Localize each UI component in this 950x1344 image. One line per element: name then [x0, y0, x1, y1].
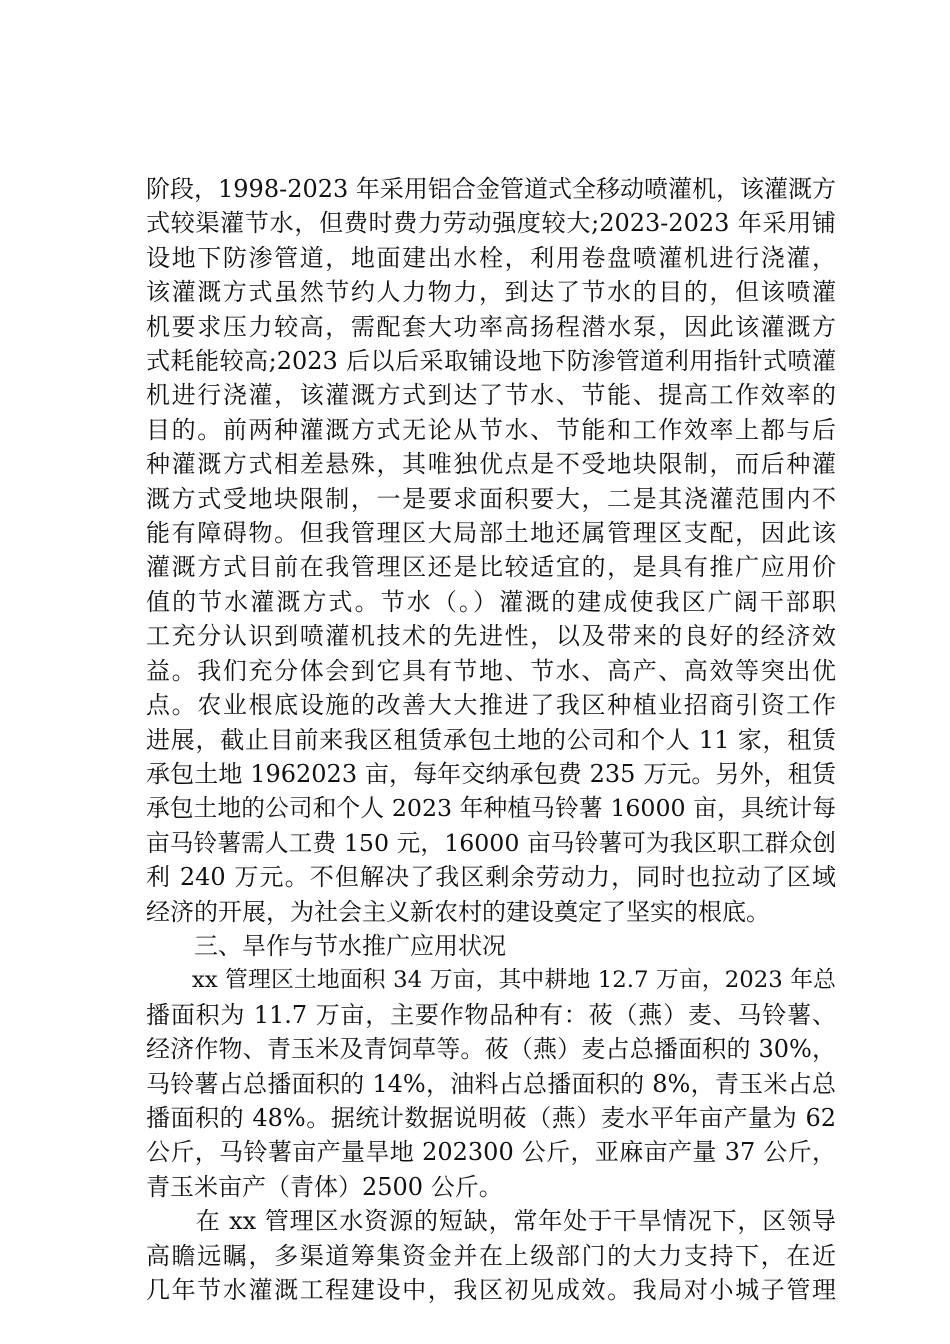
- text-line: 承包土地的公司和个人 2023 年种植马铃薯 16000 亩，具统计每: [146, 794, 836, 823]
- text-line: 点。农业根底设施的改善大大推进了我区种植业招商引资工作: [146, 691, 836, 720]
- text-line: 公斤，马铃薯亩产量旱地 202300 公斤，亚麻亩产量 37 公斤，: [146, 1138, 836, 1167]
- text-line: 值的节水灌溉方式。节水（。）灌溉的建成使我区广阔干部职: [146, 587, 836, 616]
- text-line: 机进行浇灌，该灌溉方式到达了节水、节能、提高工作效率的: [146, 381, 836, 410]
- text-line: 几年节水灌溉工程建设中，我区初见成效。我局对小城子管理: [146, 1276, 836, 1304]
- text-line: xx 管理区土地面积 34 万亩，其中耕地 12.7 万亩，2023 年总: [146, 967, 836, 994]
- text-line: 高瞻远瞩，多渠道筹集资金并在上级部门的大力支持下，在近: [146, 1241, 836, 1270]
- document-body: [146, 172, 836, 1307]
- section-heading: 三、旱作与节水推广应用状况: [146, 931, 506, 960]
- text-line: 式耗能较高;2023 后以后采取铺设地下防渗管道利用指针式喷灌: [146, 347, 836, 376]
- text-line: 青玉米亩产（青体）2500 公斤。: [146, 1172, 503, 1201]
- text-line: 机要求压力较高，需配套大功率高扬程潜水泵，因此该灌溉方: [146, 312, 836, 341]
- text-line: 目的。前两种灌溉方式无论从节水、节能和工作效率上都与后: [146, 415, 836, 444]
- text-line: 阶段，1998-2023 年采用铝合金管道式全移动喷灌机，该灌溉方: [146, 175, 836, 203]
- text-line: 种灌溉方式相差悬殊，其唯独优点是不受地块限制，而后种灌: [146, 450, 836, 479]
- text-line: 亩马铃薯需人工费 150 元，16000 亩马铃薯可为我区职工群众创: [146, 828, 836, 857]
- text-line: 经济的开展，为社会主义新农村的建设奠定了坚实的根底。: [146, 897, 770, 926]
- text-line: 设地下防渗管道，地面建出水栓，利用卷盘喷灌机进行浇灌，: [146, 243, 836, 272]
- text-line: 灌溉方式目前在我管理区还是比较适宜的，是具有推广应用价: [146, 553, 836, 582]
- text-line: 式较渠灌节水，但费时费力劳动强度较大;2023-2023 年采用铺: [146, 209, 836, 238]
- text-line: 在 xx 管理区水资源的短缺，常年处于干旱情况下，区领导: [146, 1207, 836, 1236]
- text-line: 益。我们充分体会到它具有节地、节水、高产、高效等突出优: [146, 656, 836, 685]
- text-line: 播面积的 48%。据统计数据说明莜（燕）麦水平年亩产量为 62: [146, 1103, 836, 1132]
- text-line: 能有障碍物。但我管理区大局部土地还属管理区支配，因此该: [146, 519, 836, 548]
- text-line: 利 240 万元。不但解决了我区剩余劳动力，同时也拉动了区域: [146, 863, 836, 892]
- text-line: 进展，截止目前来我区租赁承包土地的公司和个人 11 家，租赁: [146, 725, 836, 754]
- text-line: 经济作物、青玉米及青饲草等。莜（燕）麦占总播面积的 30%，: [146, 1035, 836, 1064]
- text-line: 马铃薯占总播面积的 14%，油料占总播面积的 8%，青玉米占总: [146, 1069, 836, 1098]
- text-line: 承包土地 1962023 亩，每年交纳承包费 235 万元。另外，租赁: [146, 759, 836, 788]
- text-line: 该灌溉方式虽然节约人力物力，到达了节水的目的，但该喷灌: [146, 278, 836, 307]
- text-line: 溉方式受地块限制，一是要求面积要大，二是其浇灌范围内不: [146, 484, 836, 513]
- text-line: 播面积为 11.7 万亩，主要作物品种有：莜（燕）麦、马铃薯、: [146, 1000, 836, 1029]
- text-line: 工充分认识到喷灌机技术的先进性，以及带来的良好的经济效: [146, 622, 836, 651]
